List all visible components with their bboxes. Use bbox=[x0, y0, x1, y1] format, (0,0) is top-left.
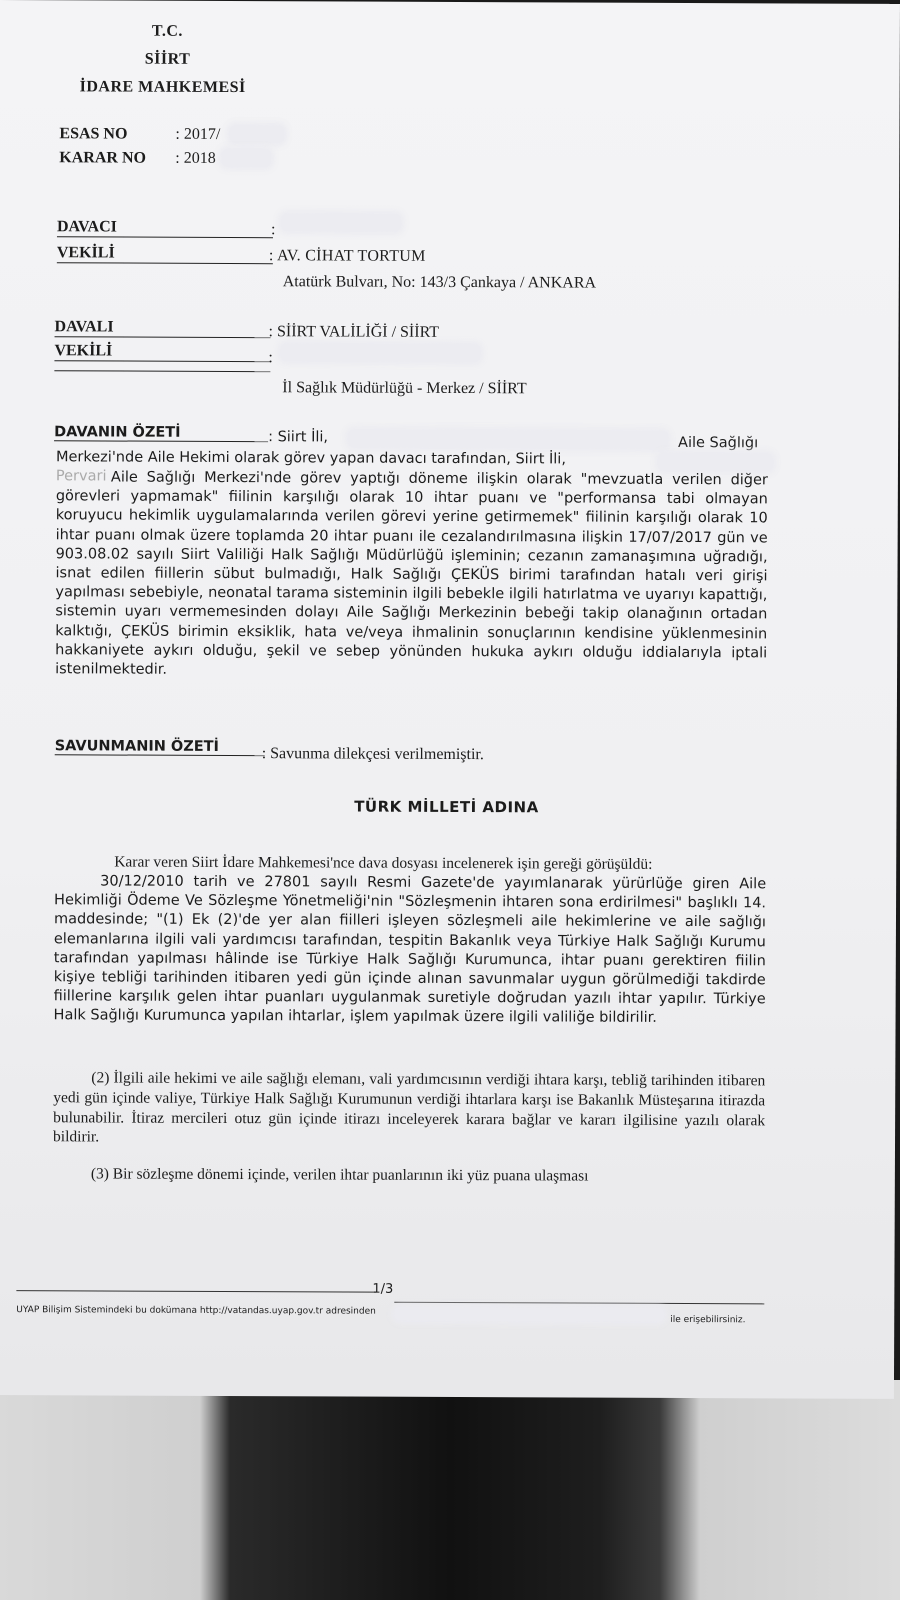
redaction bbox=[394, 1307, 664, 1322]
summary-body: Aile Sağlığı Merkezi'nde görev yaptığı döneme ilişkin olarak "mevzuatla verilen diğer görevleri yapmamak" fiilinin karşılığı olarak 10 ihtar puanı ve "performansa tabi olmayan koruyucu hekimlik uygulamalarında verilen görevi yerine getirmemek" fiilinin karşılığı olarak 10 ihtar puanı olmak üzere toplamda 20 ihtar puanı ile cezalandırılmasına ilişkin 17/07/2017 gün ve 903.08.02 sayılı Siirt Valiliği Halk Sağlığı Müdürlüğü işleminin; cezanın zamanaşımına uğradığı, isnat edilen fiillerin sübut bulmadığı, Halk Sağlığı ÇEKÜS birimi tarafından hatalı veri girişi yapılması sebebiyle, neonatal tarama sisteminin ilgili bebekle ilgili hatırlatma ve uyarıyı kapattığı, sistemin uyarı vermemesinden dolayı Aile Sağlığı Merkezinin bebeği takip olanağının ortadan kalktığı, ÇEKÜS birimin eksiklik, hata ve/veya ihmalinin sonuçlarının kendisine yüklenmesinin hakkaniyete aykırı olduğu, şekil ve sebep yönünden hukuka aykırı olduğu iddialarıyla iptali istenilmektedir. bbox=[55, 469, 768, 678]
davali-label: DAVALI bbox=[55, 318, 271, 338]
header-court: İDARE MAHKEMESİ bbox=[79, 78, 246, 97]
header-city: SİİRT bbox=[144, 50, 191, 68]
judgment-title: TÜRK MİLLETİ ADINA bbox=[354, 797, 539, 817]
summary-right-text: Aile Sağlığı bbox=[678, 434, 759, 452]
footer-line-right bbox=[394, 1302, 764, 1305]
decision-paragraph-4: (3) Bir sözleşme dönemi içinde, verilen ihtar puanlarının iki yüz puana ulaşması bbox=[90, 1165, 589, 1185]
footer-line-left bbox=[16, 1290, 376, 1293]
redaction bbox=[221, 149, 271, 167]
davali-vekili-value: : bbox=[268, 349, 273, 367]
davali-vekili-label: VEKİLİ bbox=[54, 342, 270, 362]
esas-label: ESAS NO bbox=[59, 125, 128, 143]
davaci-vekili-label: VEKİLİ bbox=[57, 244, 273, 264]
davaci-label: DAVACI bbox=[57, 218, 273, 238]
davaci-vekili-value: : AV. CİHAT TORTUM bbox=[268, 247, 426, 265]
redaction bbox=[229, 125, 284, 143]
karar-value: : 2018 bbox=[175, 149, 216, 167]
summary-label: DAVANIN ÖZETİ bbox=[54, 424, 268, 442]
davali-sub: İl Sağlık Müdürlüğü - Merkez / SİİRT bbox=[282, 379, 527, 398]
redaction bbox=[280, 343, 480, 362]
header-tc: T.C. bbox=[151, 22, 183, 40]
footer-uyap-text: UYAP Bilişim Sistemindeki bu dokümana http://vatandas.uyap.gov.tr adresinden bbox=[16, 1305, 376, 1317]
summary-line2: Merkezi'nde Aile Hekimi olarak görev yapan davacı tarafından, Siirt İli, bbox=[55, 449, 566, 468]
karar-label: KARAR NO bbox=[59, 149, 147, 167]
davaci-value: : bbox=[270, 221, 276, 239]
redaction bbox=[348, 430, 668, 449]
redaction bbox=[658, 453, 773, 472]
esas-value: : 2017/ bbox=[175, 125, 221, 143]
decision-paragraph-3: (2) İlgili aile hekimi ve aile sağlığı elemanı, vali yardımcısının verdiği ihtara karşı, tebliğ tarihinden itibaren yedi gün içinde valiye, Türkiye Halk Sağlığı Kurumunun verdiği ihtarlara karşı ise Bakanlık Müsteşarına itirazda bulunabilir. İtiraz mercileri otuz gün içinde itirazı inceleyerek karara bağlar ve kararı ilgilisine yazılı olarak bildirir. bbox=[53, 1069, 766, 1146]
summary-colon-text: : Siirt İli, bbox=[268, 429, 329, 446]
page-number: 1/3 bbox=[372, 1281, 394, 1297]
summary-line3-prefix: Pervari bbox=[55, 468, 107, 485]
defense-value: : Savunma dilekçesi verilmemiştir. bbox=[261, 745, 484, 764]
decision-paragraph-2: 30/12/2010 tarih ve 27801 sayılı Resmi Gazete'de yayımlanarak yürürlüğe giren Aile Hekimliği Ödeme Ve Sözleşme Yönetmeliği'nin "Sözleşmenin ihtaren sona erdirilmesi" başlıklı 14. maddesinde; "(1) Ek (2)'de yer alan fiilleri işleyen sözleşmeli aile hekimlerine ve aile sağlığı elemanlarına ilgili vali yardımcısı tarafından, tespitin Bakanlık veya Türkiye Halk Sağlığı Kurumu tarafından yapılması hâlinde ise Türkiye Halk Sağlığı Kurumunca, ihtar puanı gerektiren fiilin kişiye tebliği tarihinden itibaren yedi gün içinde alınan savunmalar uygun görülmediği takdirde fiillerine karşılık gelen ihtar puanları uygulanmak suretiyle doğrudan yazılı ihtar yapılır. Türkiye Halk Sağlığı Kurumunca yapılan ihtarlar, işlem yapılmak üzere ilgili valiliğe bildirilir. bbox=[53, 873, 767, 1027]
redaction bbox=[281, 213, 401, 232]
photo-background bbox=[0, 1380, 900, 1600]
davali-value: : SİİRT VALİLİĞİ / SİİRT bbox=[268, 323, 440, 341]
defense-label: SAVUNMANIN ÖZETİ bbox=[55, 738, 265, 756]
davaci-vekili-address: Atatürk Bulvarı, No: 143/3 Çankaya / ANKARA bbox=[282, 273, 597, 292]
decision-paragraph-1: Karar veren Siirt İdare Mahkemesi'nce dava dosyası incelenerek işin gereği görüşüldü: bbox=[114, 853, 653, 873]
footer-tail-text: ile erişebilirsiniz. bbox=[670, 1314, 746, 1326]
divider bbox=[54, 370, 270, 372]
